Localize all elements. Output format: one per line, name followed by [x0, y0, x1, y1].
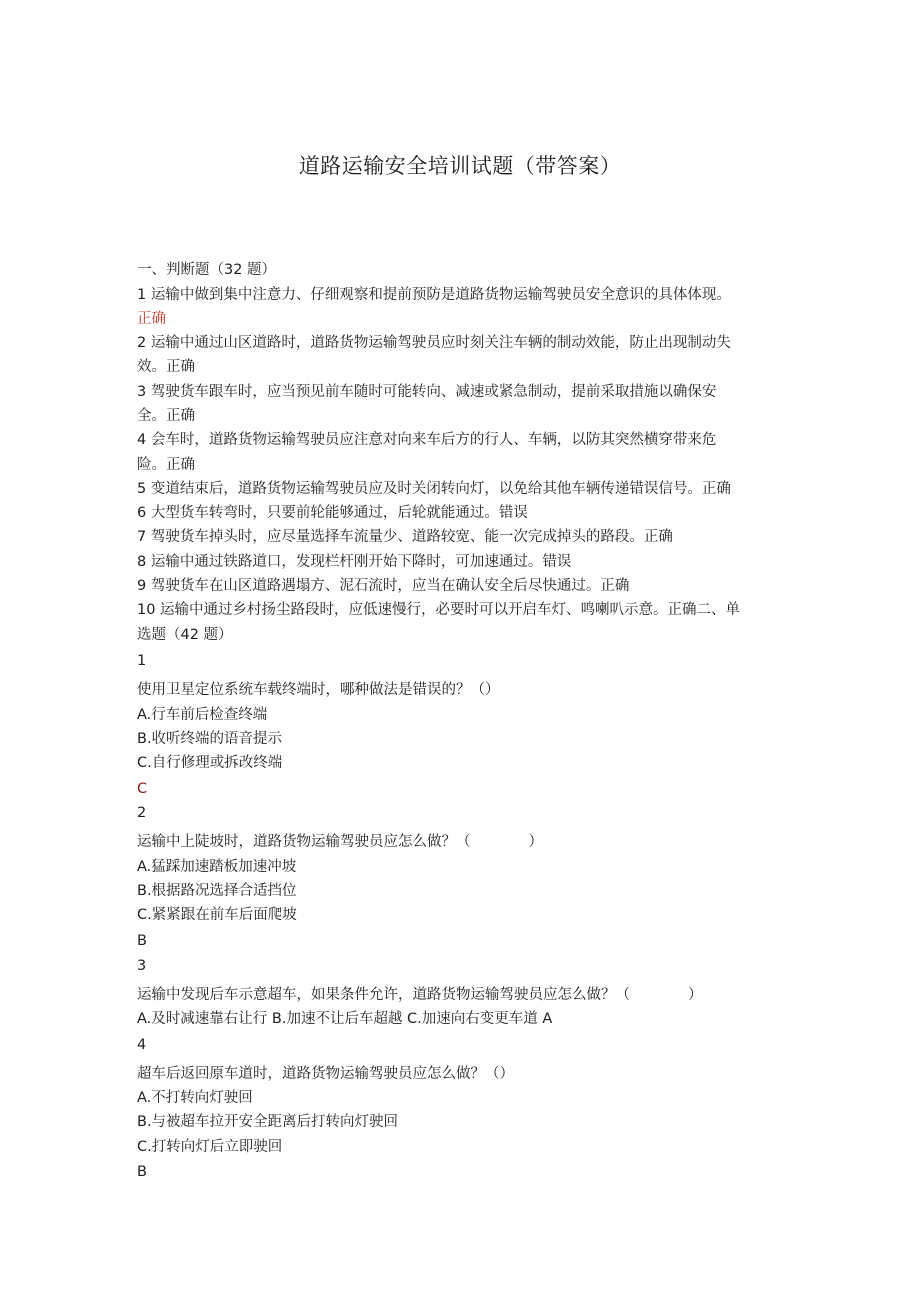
judgment-answer-1: 正确: [137, 311, 166, 327]
choice-2-option-a: A.猛踩加速踏板加速冲坡: [137, 859, 297, 875]
choice-3-options-inline: A.及时减速靠右让行 B.加速不让后车超越 C.加速向右变更车道 A: [137, 1011, 553, 1027]
judgment-question-8: 8 运输中通过铁路道口，发现栏杆刚开始下降时，可加速通过。错误: [137, 554, 572, 570]
choice-1-answer: C: [137, 781, 148, 797]
judgment-question-10-cont: 选题（42 题）: [137, 627, 233, 643]
choice-2-answer: B: [137, 933, 147, 949]
judgment-question-3: 3 驾驶货车跟车时，应当预见前车随时可能转向、减速或紧急制动，提前采取措施以确保安: [137, 384, 717, 400]
choice-4-answer: B: [137, 1164, 147, 1180]
choice-question-1: 使用卫星定位系统车载终端时，哪种做法是错误的？（）: [137, 682, 500, 698]
judgment-question-3-cont: 全。正确: [137, 408, 195, 424]
judgment-question-1: 1 运输中做到集中注意力、仔细观察和提前预防是道路货物运输驾驶员安全意识的具体体现。: [137, 287, 731, 303]
judgment-question-10: 10 运输中通过乡村扬尘路段时，应低速慢行，必要时可以开启车灯、鸣喇叭示意。正确二、单: [137, 602, 741, 618]
choice-1-option-b: B.收听终端的语音提示: [137, 731, 283, 747]
section-heading-judgment: 一、判断题（32 题）: [137, 262, 277, 278]
choice-1-option-a: A.行车前后检查终端: [137, 707, 268, 723]
judgment-question-7: 7 驾驶货车掉头时，应尽量选择车流量少、道路较宽、能一次完成掉头的路段。正确: [137, 529, 673, 545]
choice-2-option-b: B.根据路况选择合适挡位: [137, 883, 297, 899]
judgment-question-2: 2 运输中通过山区道路时，道路货物运输驾驶员应时刻关注车辆的制动效能，防止出现制动失: [137, 335, 731, 351]
judgment-question-4-cont: 险。正确: [137, 457, 195, 473]
choice-question-4: 超车后返回原车道时，道路货物运输驾驶员应怎么做？（）: [137, 1066, 514, 1082]
choice-number-4: 4: [137, 1037, 147, 1053]
judgment-question-4: 4 会车时，道路货物运输驾驶员应注意对向来车后方的行人、车辆，以防其突然横穿带来危: [137, 432, 717, 448]
choice-number-2: 2: [137, 805, 147, 821]
choice-4-option-c: C.打转向灯后立即驶回: [137, 1139, 283, 1155]
judgment-question-2-cont: 效。正确: [137, 359, 195, 375]
judgment-question-5: 5 变道结束后，道路货物运输驾驶员应及时关闭转向灯，以免给其他车辆传递错误信号。正确: [137, 481, 731, 497]
choice-4-option-a: A.不打转向灯驶回: [137, 1090, 253, 1106]
choice-question-2: 运输中上陡坡时，道路货物运输驾驶员应怎么做？（ ）: [137, 834, 543, 850]
choice-number-1: 1: [137, 653, 147, 669]
judgment-question-6: 6 大型货车转弯时，只要前轮能够通过，后轮就能通过。错误: [137, 505, 528, 521]
choice-1-option-c: C.自行修理或拆改终端: [137, 755, 283, 771]
page-title: 道路运输安全培训试题（带答案）: [298, 154, 622, 178]
choice-2-option-c: C.紧紧跟在前车后面爬坡: [137, 907, 297, 923]
choice-question-3: 运输中发现后车示意超车，如果条件允许，道路货物运输驾驶员应怎么做？（ ）: [137, 987, 703, 1003]
choice-4-option-b: B.与被超车拉开安全距离后打转向灯驶回: [137, 1114, 399, 1130]
judgment-question-9: 9 驾驶货车在山区道路遇塌方、泥石流时，应当在确认安全后尽快通过。正确: [137, 578, 630, 594]
choice-number-3: 3: [137, 958, 147, 974]
